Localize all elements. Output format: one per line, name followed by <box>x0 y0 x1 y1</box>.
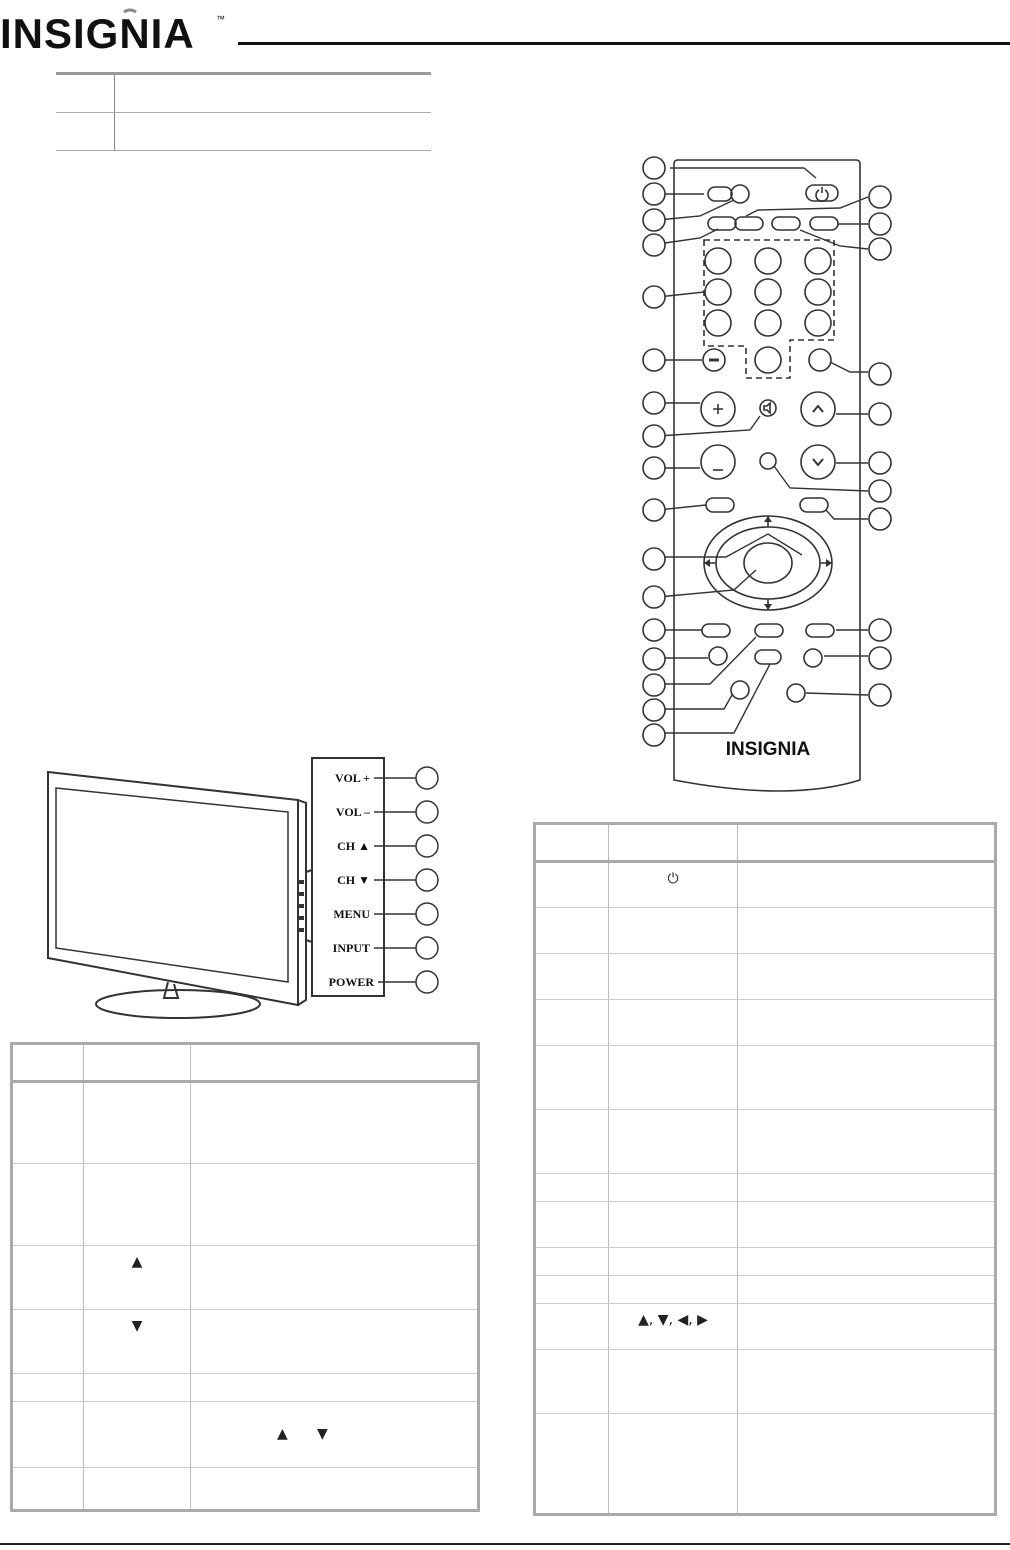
down-arrow-icon: ▼ <box>131 1318 143 1334</box>
table-row <box>12 1468 479 1511</box>
power-icon: ⏻ <box>667 871 679 887</box>
callout-circle <box>643 648 665 670</box>
top-table <box>56 72 431 151</box>
callout-circle <box>643 674 665 696</box>
callout-circle <box>416 903 438 925</box>
callout-circle <box>416 801 438 823</box>
header-rule <box>238 42 1010 45</box>
callout-circle <box>416 767 438 789</box>
callout-circle <box>643 157 665 179</box>
table-row <box>56 74 431 113</box>
table-row <box>12 1374 479 1402</box>
table-header-row <box>535 824 996 862</box>
callout-circle <box>869 363 891 385</box>
tv-bezel <box>48 772 298 1005</box>
callout-circle <box>869 452 891 474</box>
callout-circle <box>643 619 665 641</box>
table-row <box>535 1248 996 1276</box>
tv-label-vol-up: VOL + <box>335 771 370 785</box>
callout-circle <box>643 183 665 205</box>
callout-circle <box>869 403 891 425</box>
brand-logo-text: INSIGNIA <box>0 10 195 56</box>
tv-screen <box>56 788 288 982</box>
tv-label-power: POWER <box>328 975 374 989</box>
down-arrow-icon: ▼ <box>317 1426 328 1442</box>
callout-circle <box>869 480 891 502</box>
tv-label-ch-up: CH ▲ <box>337 839 370 853</box>
mute-icon <box>764 403 770 413</box>
table-row <box>535 862 996 908</box>
callout-circle <box>869 647 891 669</box>
table-row <box>535 1046 996 1110</box>
table-row <box>12 1164 479 1246</box>
table-row <box>535 1304 996 1350</box>
table-row <box>12 1402 479 1468</box>
callout-circle <box>416 937 438 959</box>
callout-circle <box>869 508 891 530</box>
callout-circle <box>869 186 891 208</box>
power-icon <box>816 187 828 201</box>
callout-circle <box>643 586 665 608</box>
callout-circle <box>869 238 891 260</box>
callout-circle <box>869 213 891 235</box>
callout-circle <box>869 684 891 706</box>
callout-circle <box>416 971 438 993</box>
arrow-keys-icon: ▲, ▼, ◀, ▶ <box>638 1312 708 1328</box>
footer-rule <box>0 1543 1010 1545</box>
callout-circle <box>643 699 665 721</box>
table-row <box>535 1174 996 1202</box>
remote-control-diagram <box>630 150 900 800</box>
tv-label-vol-down: VOL – <box>335 805 370 819</box>
table-row <box>535 1414 996 1515</box>
remote-brand-logo: INSIGNIA <box>725 739 811 760</box>
side-controls-table <box>10 1042 480 1512</box>
callout-circle <box>643 286 665 308</box>
table-row <box>535 1350 996 1414</box>
table-row <box>535 954 996 1000</box>
ok-button <box>744 543 792 583</box>
table-header-row <box>12 1044 479 1082</box>
table-row <box>535 1276 996 1304</box>
table-row <box>12 1246 479 1310</box>
up-arrow-icon: ▲ <box>131 1254 143 1270</box>
table-row <box>12 1082 479 1164</box>
insignia-logo <box>0 8 232 56</box>
tv-label-menu: MENU <box>333 907 370 921</box>
table-row <box>12 1310 479 1374</box>
table-row <box>535 1000 996 1046</box>
table-row <box>535 1110 996 1174</box>
callout-circle <box>643 209 665 231</box>
table-row <box>535 908 996 954</box>
tv-side-edge <box>298 800 306 1005</box>
callout-circle <box>643 724 665 746</box>
callout-circle <box>643 392 665 414</box>
callout-circle <box>643 548 665 570</box>
tv-label-ch-down: CH ▼ <box>337 873 370 887</box>
tv-label-input: INPUT <box>332 941 370 955</box>
callout-circle <box>643 234 665 256</box>
table-row <box>535 1202 996 1248</box>
callout-circle <box>643 425 665 447</box>
callout-circle <box>643 457 665 479</box>
table-row <box>56 113 431 151</box>
callout-circle <box>643 499 665 521</box>
callout-circle <box>643 349 665 371</box>
trademark-mark: ™ <box>216 14 225 24</box>
callout-circle <box>416 869 438 891</box>
remote-buttons-table <box>533 822 997 1516</box>
up-arrow-icon: ▲ <box>277 1426 288 1442</box>
callout-circle <box>416 835 438 857</box>
callout-circle <box>869 619 891 641</box>
tv-side-panel-diagram <box>30 750 450 1030</box>
remote-body <box>674 160 860 791</box>
tv-stand-base <box>96 990 260 1018</box>
